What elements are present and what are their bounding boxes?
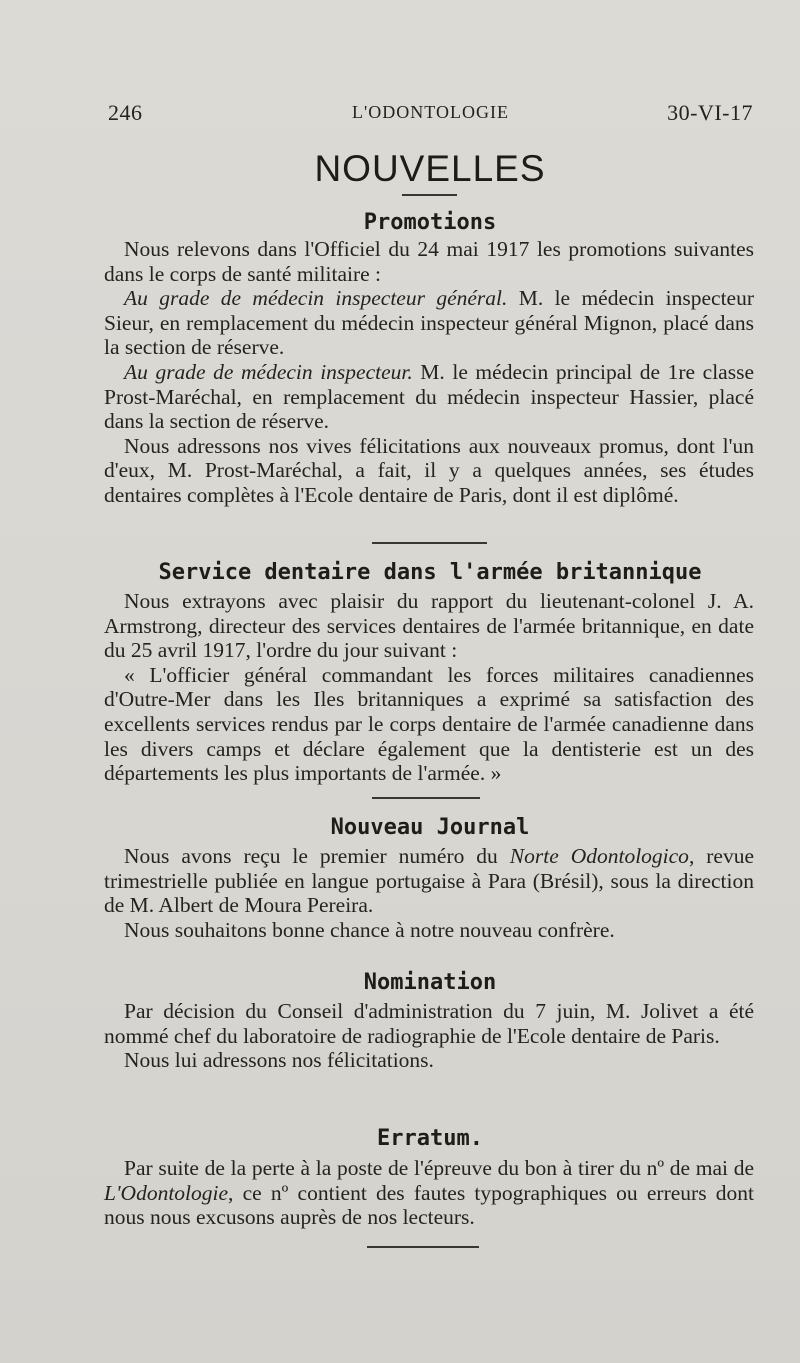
journal-title: L'ODONTOLOGIE — [352, 102, 509, 122]
paragraph: Nous extrayons avec plaisir du rapport du lieutenant-colonel J. A. Armstrong, directeur des services dentaires de l'armée britannique, en date du 25 avril 1917, l'ordre du jour suivant : — [104, 589, 754, 663]
journal-name: Norte Odontologico — [509, 844, 689, 868]
paragraph — [104, 1156, 754, 1230]
section-rule — [372, 797, 480, 799]
paragraph: Nous relevons dans l'Officiel du 24 mai 1917 les promotions suivantes dans le corps de santé militaire : — [104, 237, 754, 286]
journal-name: L'Odontologie — [104, 1180, 229, 1205]
section-journal — [104, 844, 754, 942]
closing-rule — [367, 1246, 479, 1248]
paragraph-text: Nous avons reçu le premier numéro du — [124, 844, 510, 868]
grade-label: Au grade de médecin inspecteur. — [124, 359, 413, 384]
section-erratum — [104, 1156, 754, 1230]
paragraph-text: M. le médecin inspecteur Sieur, en remplacement du médecin inspecteur général Mignon, placé dans la section de réserve. — [104, 286, 754, 360]
paragraph-text: , revue trimestrielle publiée en langue portugaise à Para (Brésil), sous la direction de M. Albert de Moura Pereira. — [104, 844, 755, 918]
section-heading-erratum: Erratum. — [377, 1126, 483, 1151]
paragraph: Nous adressons nos vives félicitations aux nouveaux promus, dont l'un d'eux, M. Prost-Maréchal, a fait, il y a quelques années, ses études dentaires complètes à l'Ecole dentaire de Paris, dont il est diplômé. — [104, 433, 754, 507]
paragraph — [104, 286, 754, 360]
paragraph — [104, 360, 754, 434]
section-heading-service: Service dentaire dans l'armée britannique — [158, 560, 702, 585]
paragraph-text: Par suite de la perte à la poste de l'épreuve du bon à tirer du nº de mai de — [124, 1156, 754, 1180]
running-head — [108, 100, 753, 132]
section-heading-nomination: Nomination — [363, 970, 497, 995]
paragraph-text: , ce nº contient des fautes typographiques ou erreurs dont nous nous excusons auprès de nos lecteurs. — [104, 1180, 754, 1230]
paragraph: « L'officier général commandant les forces militaires canadiennes d'Outre-Mer dans les Iles britanniques a exprimé sa satisfaction des excellents services rendus par le corps dentaire de l'armée canadienne dans les divers camps et déclare également que la dentisterie est un des départements les plus importants de l'armée. » — [104, 662, 754, 786]
paragraph: Nous souhaitons bonne chance à notre nouveau confrère. — [124, 917, 615, 942]
issue-date: 30-VI-17 — [667, 100, 753, 125]
title-rule — [402, 194, 457, 196]
paragraph: Par décision du Conseil d'administration du 7 juin, M. Jolivet a été nommé chef du laboratoire de radiographie de l'Ecole dentaire de Paris. — [104, 999, 754, 1048]
section-service — [104, 589, 754, 786]
paragraph — [104, 844, 754, 918]
paragraph: Nous lui adressons nos félicitations. — [124, 1048, 434, 1073]
page-title: NOUVELLES — [314, 148, 546, 189]
grade-label: Au grade de médecin inspecteur général. — [124, 286, 508, 311]
section-promotions — [104, 237, 754, 508]
section-heading-promotions: Promotions — [363, 210, 497, 235]
section-heading-journal: Nouveau Journal — [330, 815, 530, 840]
page-number: 246 — [108, 100, 143, 125]
section-nomination — [104, 999, 754, 1073]
section-rule — [372, 542, 487, 544]
paragraph-text: M. le médecin principal de 1re classe Prost-Maréchal, en remplacement du médecin inspecteur Hassier, placé dans la section de réserve. — [104, 359, 754, 434]
